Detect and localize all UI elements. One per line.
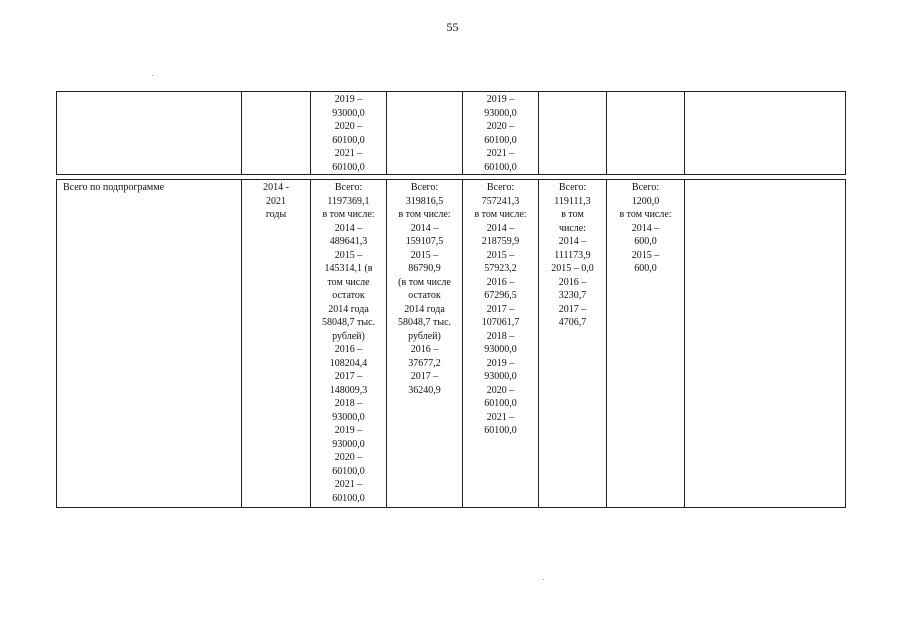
cell-text-line: 119111,3: [554, 195, 591, 207]
cell-text-line: Всего:: [558, 182, 587, 193]
cell-text-line: 148009,3: [329, 384, 368, 396]
cell-text-line: 2014 –: [486, 222, 515, 234]
cell-text-line: 145314,1 (в: [324, 263, 373, 274]
cell-period: [242, 92, 311, 175]
cell-notes: [685, 92, 846, 175]
cell-notes: [685, 180, 846, 508]
cell-text-line: 2017 –: [410, 371, 439, 382]
cell-text-line: 2019 –: [334, 94, 363, 105]
cell-text-line: 60100,0: [332, 465, 365, 477]
cell-text-line: 2016 –: [410, 344, 439, 355]
cell-text-line: 2021: [266, 195, 286, 207]
cell-text-line: 2019 –: [334, 425, 363, 436]
cell-text-line: 159107,5: [405, 236, 444, 247]
cell-local-funding: [539, 92, 607, 175]
cell-text-line: 108204,4: [329, 357, 368, 369]
cell-text-line: 60100,0: [332, 492, 365, 504]
cell-text-line: числе:: [558, 222, 587, 234]
cell-text-line: 2015 –: [334, 249, 363, 261]
cell-text-line: 218759,9: [481, 236, 520, 247]
cell-name: [57, 92, 242, 175]
cell-total-funding: [311, 180, 387, 508]
cell-text-line: 2014 –: [410, 222, 439, 234]
cell-text-line: 2019 –: [486, 357, 515, 369]
cell-text-line: 2014 года: [328, 303, 369, 315]
cell-other-funding: [607, 92, 685, 175]
cell-text-line: 93000,0: [484, 107, 517, 119]
cell-text-line: 86790,9: [408, 263, 441, 274]
cell-text-line: 2014 –: [334, 222, 363, 234]
cell-text-line: 600,0: [634, 263, 657, 274]
cell-text-line: Всего:: [410, 182, 439, 193]
cell-federal-funding: [387, 92, 463, 175]
cell-period: [242, 180, 311, 508]
cell-text-line: 1197369,1: [327, 195, 370, 207]
cell-text-line: 67296,5: [484, 290, 517, 301]
subprogram-total-table: [56, 179, 846, 508]
cell-text-line: 60100,0: [484, 134, 517, 146]
cell-text-line: в том числе:: [619, 209, 672, 220]
cell-text-line: 2020 –: [486, 121, 515, 132]
cell-text-line: 93000,0: [484, 344, 517, 355]
cell-text-line: Всего:: [486, 182, 515, 193]
cell-text-line: 93000,0: [332, 411, 365, 423]
table-row: [57, 92, 846, 175]
cell-text-line: 58048,7 тыс.: [397, 317, 452, 328]
cell-text-line: Всего:: [631, 182, 660, 193]
continuation-table: [56, 91, 846, 175]
cell-text-line: в том числе:: [398, 209, 451, 220]
scan-speck: [152, 75, 153, 76]
cell-text-line: 60100,0: [484, 398, 517, 409]
cell-text-line: том числе: [327, 276, 370, 288]
cell-text-line: 2017 –: [334, 371, 363, 382]
cell-local-funding: [539, 180, 607, 508]
table-row: [57, 180, 846, 508]
cell-text-line: 2020 –: [334, 452, 363, 463]
cell-text-line: остаток: [408, 290, 441, 301]
cell-text-line: 2014 –: [558, 236, 587, 247]
cell-text-line: 2021 –: [334, 479, 363, 490]
cell-text-line: 2017 –: [558, 303, 587, 315]
cell-text-line: 57923,2: [484, 263, 517, 274]
cell-regional-funding: [463, 180, 539, 508]
cell-text-line: 2021 –: [486, 411, 515, 423]
cell-text-line: 319816,5: [405, 195, 444, 207]
cell-text-line: 93000,0: [332, 107, 365, 119]
cell-text-line: 60100,0: [332, 134, 365, 146]
cell-text-line: 4706,7: [558, 317, 587, 328]
cell-text-line: Всего:: [334, 182, 363, 193]
cell-text-line: 3230,7: [558, 290, 587, 301]
cell-text-line: 2014 года: [404, 303, 445, 315]
cell-text-line: 2020 –: [486, 384, 515, 396]
cell-text-line: 2015 – 0,0: [551, 263, 594, 274]
cell-text-line: рублей): [408, 330, 441, 342]
cell-text-line: (в том числе: [398, 276, 451, 288]
cell-text-line: 2019 –: [486, 94, 515, 105]
cell-text-line: 60100,0: [484, 425, 517, 436]
cell-total-funding: [311, 92, 387, 175]
cell-text-line: 2016 –: [334, 344, 363, 355]
cell-text-line: 93000,0: [332, 438, 365, 450]
cell-text-line: 2016 –: [486, 276, 515, 288]
cell-text-line: 2016 –: [558, 276, 587, 288]
scan-speck: [543, 579, 544, 580]
cell-text-line: 2015 –: [486, 249, 515, 261]
cell-text-line: в том: [561, 209, 584, 220]
cell-text-line: 2018 –: [486, 330, 515, 342]
cell-text-line: 2015 –: [410, 249, 439, 261]
cell-text-line: 2021 –: [486, 148, 515, 159]
cell-text-line: годы: [265, 209, 287, 220]
cell-other-funding: [607, 180, 685, 508]
cell-text-line: 58048,7 тыс.: [321, 317, 376, 328]
cell-text-line: 600,0: [634, 236, 657, 247]
cell-text-line: 111173,9: [554, 249, 591, 261]
cell-text-line: 93000,0: [484, 371, 517, 382]
cell-text-line: Всего по подпрограмме: [63, 182, 165, 193]
cell-name: [57, 180, 242, 508]
cell-text-line: 37677,2: [408, 357, 441, 369]
cell-text-line: 60100,0: [484, 161, 517, 173]
cell-text-line: в том числе:: [322, 209, 375, 220]
cell-text-line: 107061,7: [481, 317, 520, 328]
cell-text-line: 2021 –: [334, 148, 363, 159]
cell-text-line: 489641,3: [329, 236, 368, 247]
cell-text-line: 757241,3: [481, 195, 520, 207]
cell-text-line: в том числе:: [474, 209, 527, 220]
cell-text-line: 2020 –: [334, 121, 363, 132]
cell-federal-funding: [387, 180, 463, 508]
cell-text-line: остаток: [332, 290, 365, 301]
cell-text-line: 2015 –: [631, 249, 660, 261]
cell-text-line: 1200,0: [631, 195, 660, 207]
cell-text-line: 2017 –: [486, 303, 515, 315]
cell-text-line: 2018 –: [334, 398, 363, 409]
cell-regional-funding: [463, 92, 539, 175]
cell-text-line: 60100,0: [332, 161, 365, 173]
cell-text-line: 36240,9: [408, 384, 441, 396]
page-number: 55: [446, 20, 459, 34]
cell-text-line: рублей): [332, 330, 365, 342]
cell-text-line: 2014 –: [631, 222, 660, 234]
cell-text-line: 2014 -: [263, 182, 289, 193]
